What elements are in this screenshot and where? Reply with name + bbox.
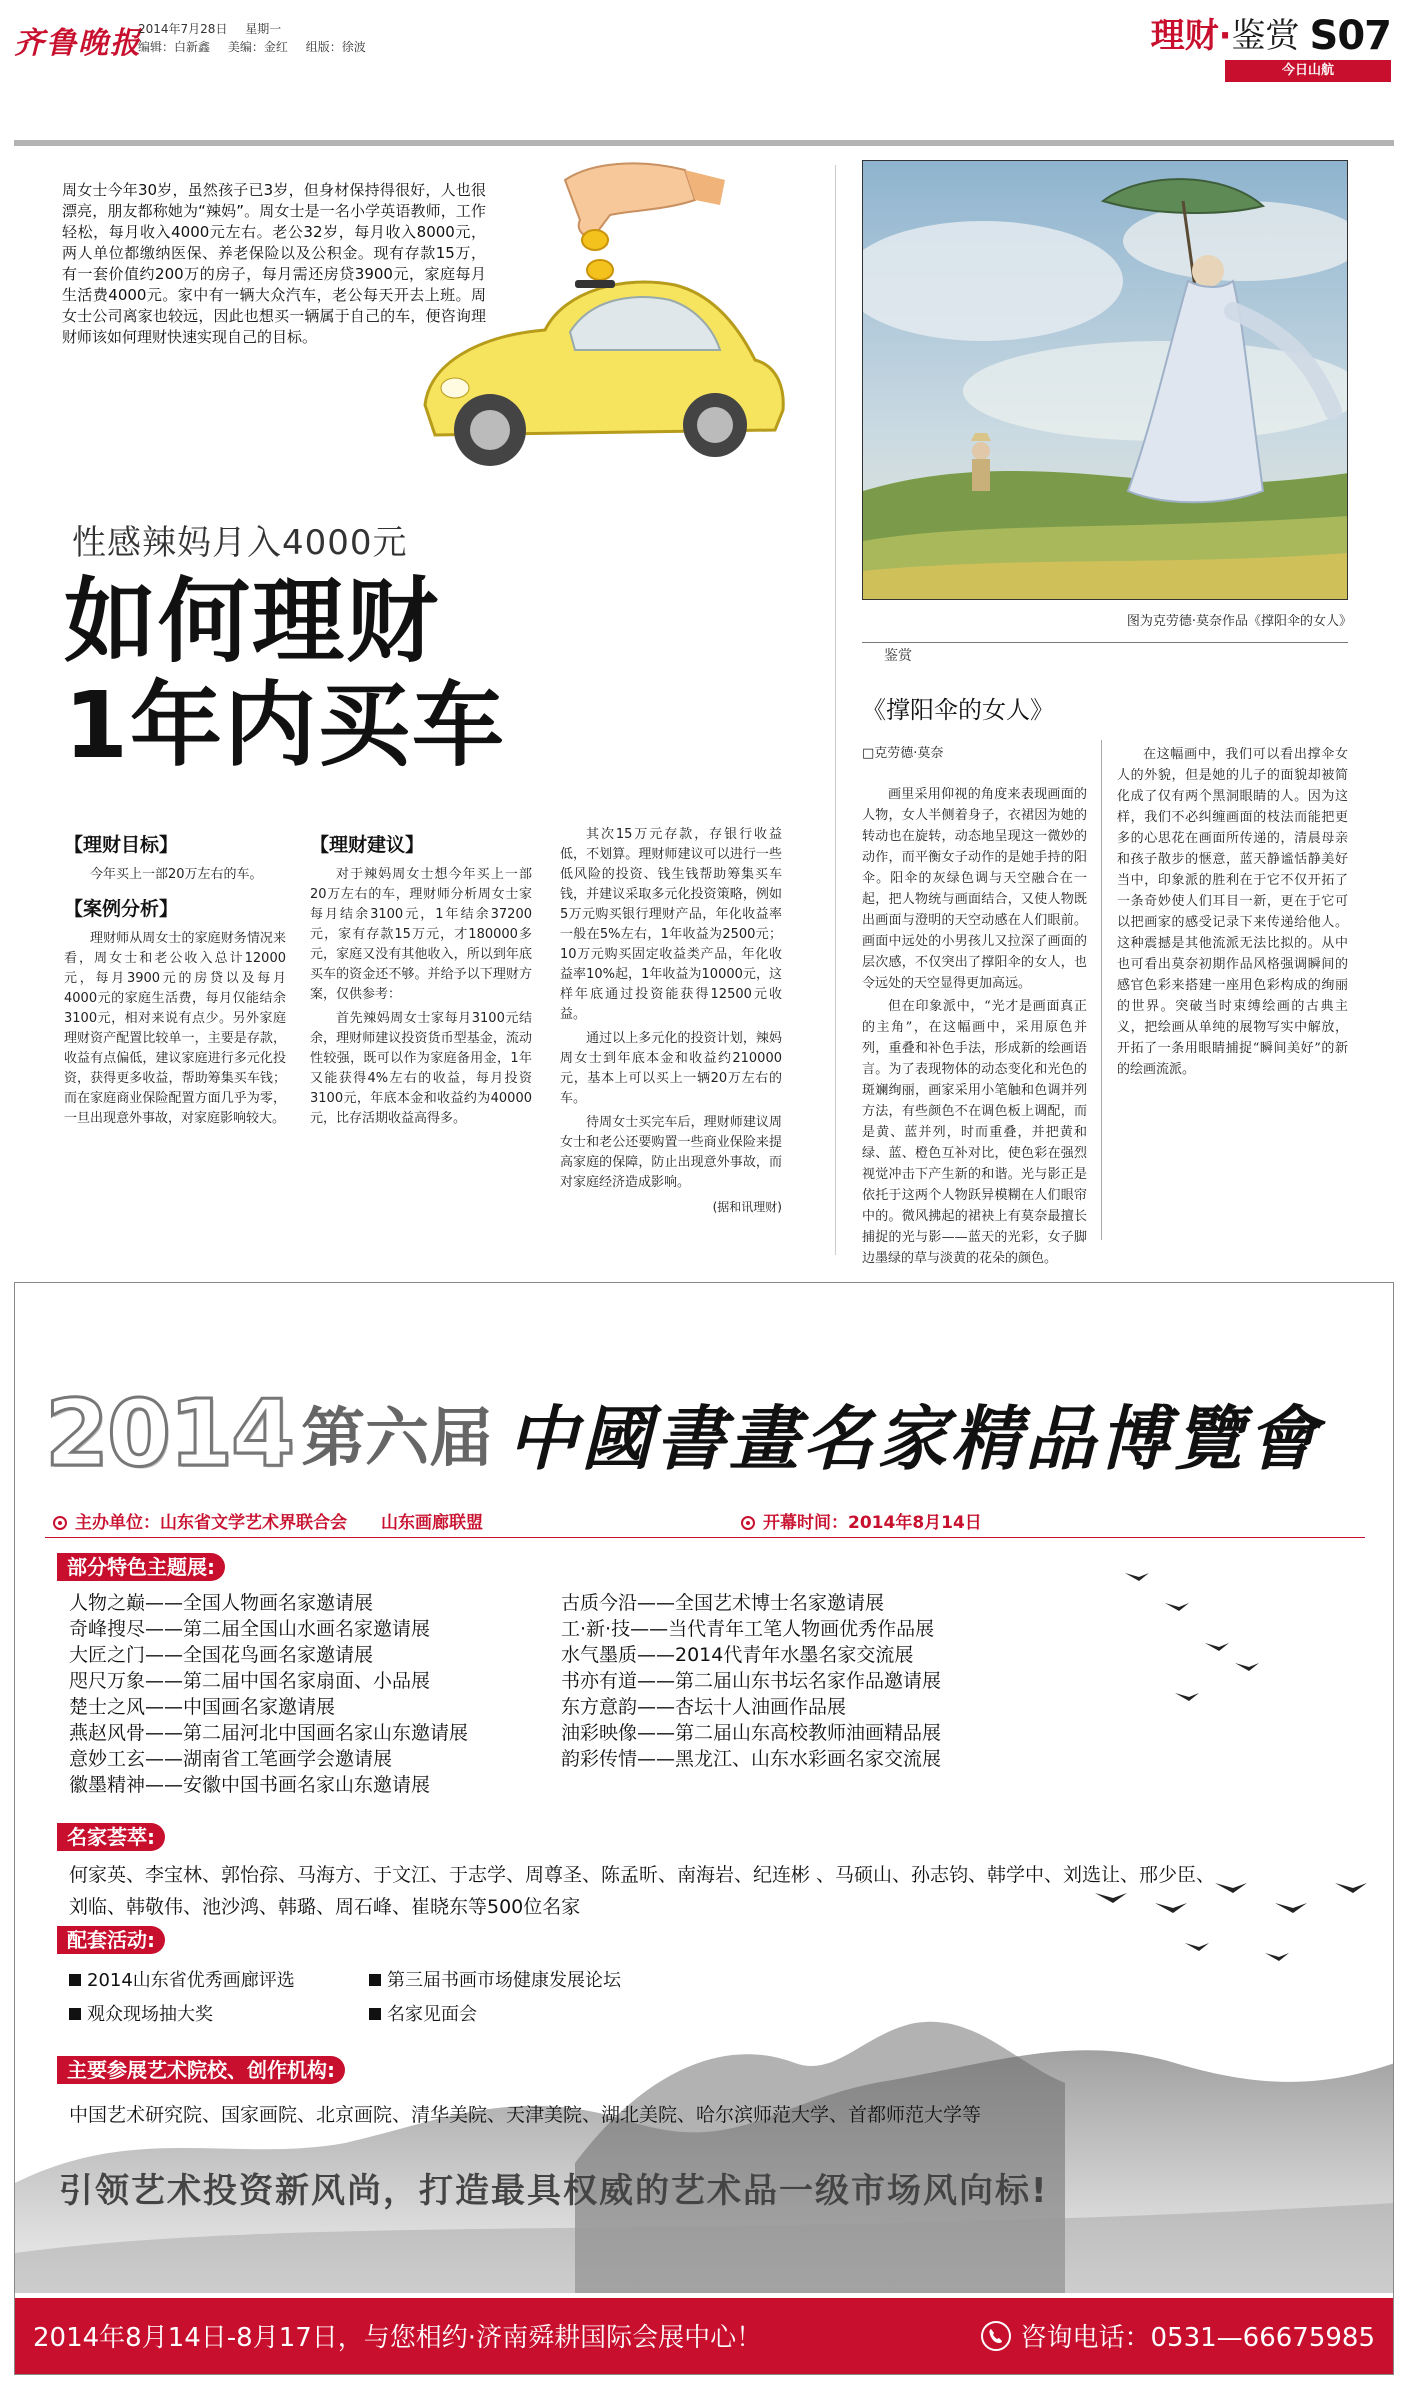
ad-footer-bar bbox=[15, 2298, 1394, 2374]
header-rule bbox=[14, 140, 1394, 146]
goal-text: 今年买上一部20万左右的车。 bbox=[90, 867, 263, 882]
staff-proof: 组版：徐波 bbox=[305, 40, 366, 54]
square-bullet-icon bbox=[369, 2008, 381, 2020]
activity-label: 2014山东省优秀画廊评选 bbox=[87, 1970, 295, 1991]
advice-heading: 【理财建议】 bbox=[310, 834, 425, 856]
activity-label: 第三届书画市场健康发展论坛 bbox=[387, 1970, 621, 1991]
staff-line bbox=[138, 38, 380, 55]
theme-item: 意妙工玄——湖南省工笔画学会邀请展 bbox=[69, 1748, 393, 1770]
activity-label: 观众现场抽大奖 bbox=[87, 2004, 213, 2025]
ad-host-line bbox=[53, 1508, 483, 1533]
section-main: 理财 bbox=[1150, 16, 1219, 56]
section-dot: · bbox=[1218, 16, 1232, 56]
section-header bbox=[1151, 14, 1391, 66]
case-heading: 【案例分析】 bbox=[64, 898, 179, 920]
theme-item: 大匠之门——全国花鸟画名家邀请展 bbox=[69, 1644, 374, 1666]
art-paragraph-1: 画里采用仰视的角度来表现画面的人物，女人半侧着身子，衣裙因为她的转动也在旋转，动态地呈现这一微妙的动作，而平衡女子动作的是她手持的阳伞。阳伞的灰绿色调与天空融合在一起，把人物统与画面结合，又使人物既出画面与澄明的天空动感在人们眼前。画面中远处的小男孩儿又拉深了画面的层次感，不仅突出了撑阳伞的女人，也令远处的天空显得更加高远。 bbox=[862, 787, 1087, 991]
institutions-list: 中国艺术研究院、国家画院、北京画院、清华美院、天津美院、湖北美院、哈尔滨师范大学、首都师范大学等 bbox=[69, 2104, 982, 2126]
ad-phone[interactable]: 咨询电话：0531—66675985 bbox=[1020, 2323, 1375, 2353]
artists-label: 名家荟萃: bbox=[57, 1823, 165, 1851]
bullet-icon bbox=[741, 1516, 755, 1530]
issue-date-line bbox=[138, 20, 295, 37]
ad-host: 主办单位：山东省文学艺术界联合会 山东画廊联盟 bbox=[75, 1513, 483, 1533]
theme-item: 徽墨精神——安徽中国书画名家山东邀请展 bbox=[69, 1774, 431, 1796]
art-column-1 bbox=[862, 784, 1087, 1271]
themes-list-right bbox=[561, 1590, 941, 1772]
article-credit: (据和讯理财) bbox=[712, 1200, 782, 1214]
activity-item bbox=[69, 1966, 369, 1992]
activities-label: 配套活动: bbox=[57, 1926, 165, 1954]
article-kicker: 性感辣妈月入4000元 bbox=[72, 523, 408, 563]
ad-rule bbox=[45, 1537, 1365, 1538]
theme-item: 古质今沿——全国艺术博士名家邀请展 bbox=[561, 1592, 885, 1614]
lead-intro: 周女士今年30岁，虽然孩子已3岁，但身材保持得很好，人也很漂亮，朋友都称她为“辣妈”。周女士是一名小学英语教师，工作轻松，每月收入4000元左右。老公32岁，每月收入8000元，两人单位都缴纳医保、养老保险以及公积金。现有存款15万，有一套价值约200万的房子，每月需还房贷3900元，家庭每月生活费4000元。家中有一辆大众汽车，老公每天开去上班。周女士公司离家也较远，因此也想买一辆属于自己的车，便咨询理财师该如何理财快速实现自己的目标。 bbox=[62, 181, 486, 346]
ad-opening: 开幕时间：2014年8月14日 bbox=[763, 1513, 982, 1533]
theme-item: 水气墨质——2014代青年水墨名家交流展 bbox=[561, 1644, 914, 1666]
ad-dates-venue: 2014年8月14日-8月17日，与您相约·济南舜耕国际会展中心！ bbox=[33, 2323, 763, 2353]
advice-paragraph-5: 待周女士买完车后，理财师建议周女士和老公还要购置一些商业保险来提高家庭的保障，防止出现意外事故，而对家庭经济造成影响。 bbox=[560, 1115, 782, 1190]
headline-line-2: 1年内买车 bbox=[64, 672, 507, 779]
ad-edition: 第六届 bbox=[301, 1401, 494, 1476]
institutions-label: 主要参展艺术院校、创作机构: bbox=[57, 2056, 345, 2084]
artists-list: 何家英、李宝林、郭怡孮、马海方、于文江、于志学、周尊圣、陈孟昕、南海岩、纪连彬 、马硕山、孙志钧、韩学中、刘选让、邢少臣、刘临、韩敬伟、池沙鸿、韩璐、周石峰、崔晓东等500位名家 bbox=[69, 1864, 1216, 1918]
phone-icon bbox=[980, 2320, 1012, 2352]
painting-image bbox=[862, 160, 1348, 600]
painting-caption: 图为克劳德·莫奈作品《撑阳伞的女人》 bbox=[1126, 614, 1352, 629]
activity-item bbox=[369, 2000, 669, 2026]
theme-item: 韵彩传情——黑龙江、山东水彩画名家交流展 bbox=[561, 1748, 942, 1770]
article-headline bbox=[64, 570, 506, 778]
art-title: 《撑阳伞的女人》 bbox=[862, 696, 1054, 724]
theme-item: 书亦有道——第二届山东书坛名家作品邀请展 bbox=[561, 1670, 942, 1692]
newspaper-logo: 齐鲁晚报 bbox=[14, 26, 142, 61]
square-bullet-icon bbox=[69, 1974, 81, 1986]
ad-slogan: 引领艺术投资新风尚，打造最具权威的艺术品一级市场风向标! bbox=[59, 2171, 1049, 2211]
theme-item: 东方意韵——杏坛十人油画作品展 bbox=[561, 1696, 847, 1718]
section-sub: 鉴赏 bbox=[1231, 16, 1300, 56]
car-coins-illustration bbox=[395, 160, 795, 490]
art-paragraph-3: 在这幅画中，我们可以看出撑伞女人的外貌，但是她的儿子的面貌却被简化成了仅有两个黑洞眼睛的人。因为这样，我们不必纠缠画面的枝法而能把更多的心思花在画面所传递的，清晨母亲和孩子散步的惬意，蓝天静谧恬静美好当中，印象派的胜利在于它不仅开拓了一条奇妙使人们耳目一新，更在于它可以把画家的感受记录下来传递给他人。这种震撼是其他流派无法比拟的。从中也可看出莫奈初期作品风格强调瞬间的感官色彩来搭建一座用色彩构成的绚丽的世界。突破当时束缚绘画的古典主义，把绘画从单纯的展物写实中解放，开拓了一条用眼睛捕捉“瞬间美好”的新的绘画流派。 bbox=[1117, 747, 1348, 1077]
edition-tag: 今日山航 bbox=[1225, 60, 1391, 82]
advice-paragraph-4: 通过以上多元化的投资计划，辣妈周女士到年底本金和收益约210000元，基本上可以买上一辆20万左右的车。 bbox=[560, 1031, 782, 1106]
art-paragraph-2: 但在印象派中，“光才是画面真正的主角”，在这幅画中，采用原色并列，重叠和补色手法，形成新的绘画语言。为了表现物体的动态变化和光色的斑斓绚丽，画家采用小笔触和色调并列方法，有些颜色不在调色板上调配，而是黄、蓝并列，时而重叠，并把黄和绿、蓝、橙色互补对比，使色彩在强烈视觉冲击下产生新的和谐。光与影正是依托于这两个人物跃异模糊在人们眼帘中的。微风拂起的裙袂上有莫奈最擅长捕捉的光与影——蓝天的光彩，女子脚边墨绿的草与淡黄的花朵的颜色。 bbox=[862, 999, 1087, 1266]
case-text: 理财师从周女士的家庭财务情况来看，周女士和老公收入总计12000元，每月3900元的房贷以及每月4000元的家庭生活费，每月仅能结余3100元，相对来说有点少。另外家庭理财资产配置比较单一，主要是存款，收益有点偏低，建议家庭进行多元化投资，获得更多收益，帮助筹集买车钱；而在家庭商业保险配置方面几乎为零，一旦出现意外事故，对家庭影响较大。 bbox=[64, 931, 286, 1126]
goal-heading: 【理财目标】 bbox=[64, 834, 179, 856]
theme-item: 奇峰搜尽——第二届全国山水画名家邀请展 bbox=[69, 1618, 431, 1640]
exhibition-advertisement bbox=[14, 1282, 1394, 2375]
theme-item: 咫尺万象——第二届中国名家扇面、小品展 bbox=[69, 1670, 431, 1692]
themes-list-left bbox=[69, 1590, 468, 1798]
staff-editor: 编辑：白新鑫 bbox=[138, 40, 211, 54]
ad-phone-line bbox=[980, 2317, 1375, 2354]
staff-designer: 美编：金红 bbox=[227, 40, 288, 54]
advice-paragraph-3: 其次15万元存款，存银行收益低，不划算。理财师建议可以进行一些低风险的投资、钱生钱帮助筹集买车钱，并建议采取多元化投资策略，例如5万元购买银行理财产品，年化收益率一般在5%左右，1年收益为2500元；10万元购买固定收益类产品，年化收益率10%起，1年收益为10000元，这样年底通过投资能获得12500元收益。 bbox=[560, 827, 782, 1022]
article-column-3 bbox=[560, 825, 782, 1217]
issue-date: 2014年7月28日 bbox=[138, 22, 228, 36]
ad-event-name: 中國書畫名家精品博覽會 bbox=[507, 1396, 1322, 1480]
theme-item: 油彩映像——第二届山东高校教师油画精品展 bbox=[561, 1722, 942, 1744]
bullet-icon bbox=[53, 1516, 67, 1530]
section-title bbox=[1151, 14, 1300, 58]
square-bullet-icon bbox=[69, 2008, 81, 2020]
themes-label: 部分特色主题展: bbox=[57, 1553, 225, 1581]
headline-line-1: 如何理财 bbox=[64, 568, 441, 675]
painting-illustration bbox=[863, 161, 1348, 600]
activity-label: 名家见面会 bbox=[387, 2004, 477, 2025]
art-author: □克劳德·莫奈 bbox=[862, 746, 944, 761]
page-number: S07 bbox=[1309, 13, 1391, 59]
activity-item bbox=[369, 1966, 669, 1992]
article-column-2 bbox=[310, 835, 532, 1133]
ad-title bbox=[45, 1378, 1321, 1488]
square-bullet-icon bbox=[369, 1974, 381, 1986]
art-section-bar bbox=[862, 642, 1348, 668]
advice-paragraph-1: 对于辣妈周女士想今年买上一部20万左右的车，理财师分析周女士家每月结余3100元，1年结余37200元，家有存款15万元，才180000多元，家庭又没有其他收入，所以到年底买车的资金还不够。并给予以下理财方案，仅供参考： bbox=[310, 867, 532, 1002]
masthead bbox=[0, 0, 1409, 150]
theme-item: 燕赵风骨——第二届河北中国画名家山东邀请展 bbox=[69, 1722, 469, 1744]
art-column-divider bbox=[1101, 740, 1102, 1240]
theme-item: 工·新·技——当代青年工笔人物画优秀作品展 bbox=[561, 1618, 935, 1640]
art-column-2 bbox=[1117, 744, 1348, 1082]
issue-weekday: 星期一 bbox=[245, 22, 282, 36]
ad-year: 2014 bbox=[45, 1379, 294, 1487]
article-divider bbox=[835, 165, 836, 1255]
article-column-1 bbox=[64, 835, 286, 1133]
theme-item: 人物之巅——全国人物画名家邀请展 bbox=[69, 1592, 374, 1614]
art-section-label: 鉴赏 bbox=[884, 648, 912, 664]
activities-list bbox=[69, 1966, 769, 2026]
activity-item bbox=[69, 2000, 369, 2026]
advice-paragraph-2: 首先辣妈周女士家每月3100元结余，理财师建议投资货币型基金，流动性较强，既可以作为家庭备用金，1年又能获得4%左右的收益，每月投资3100元，年底本金和收益约为40000元，比存活期收益高得多。 bbox=[310, 1011, 532, 1126]
ad-opening-line bbox=[741, 1508, 982, 1533]
theme-item: 楚士之风——中国画名家邀请展 bbox=[69, 1696, 336, 1718]
